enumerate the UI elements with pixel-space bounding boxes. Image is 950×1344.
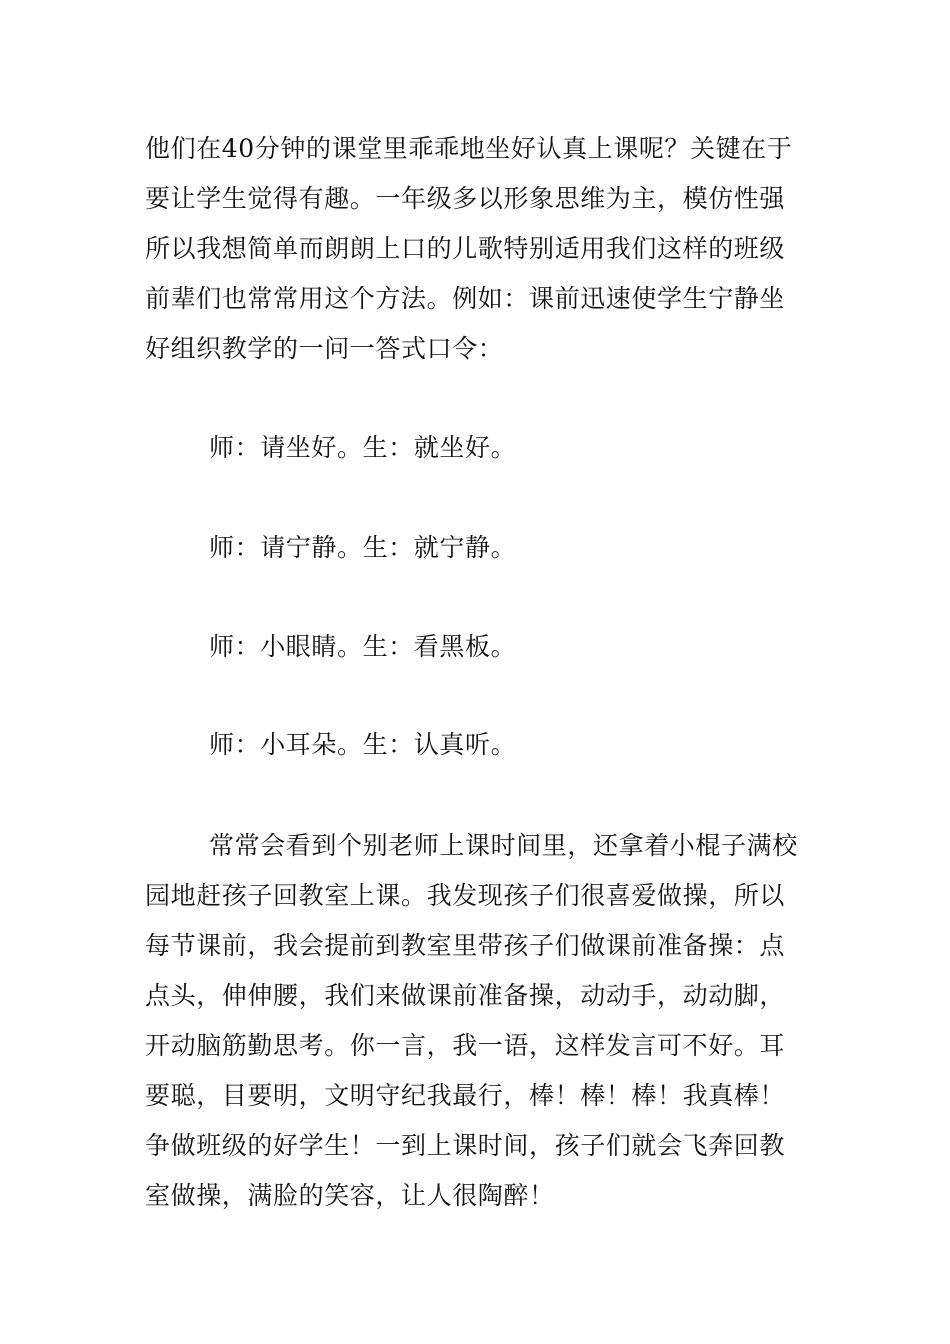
paragraph-intro [145, 124, 815, 374]
paragraph-line: 他们在40分钟的课堂里乖乖地坐好认真上课呢？关键在于 [145, 134, 793, 163]
dialogue-line: 师：小眼睛。生：看黑板。 [209, 632, 517, 661]
dialogue-line: 师：请宁静。生：就宁静。 [209, 533, 517, 562]
paragraph-line: 每节课前，我会提前到教室里带孩子们做课前准备操：点 [145, 931, 786, 960]
paragraph-line: 前辈们也常常用这个方法。例如：课前迅速使学生宁静坐 [145, 284, 786, 313]
paragraph-line: 好组织教学的一问一答式口令： [145, 334, 504, 363]
paragraph-line: 室做操，满脸的笑容，让人很陶醉！ [145, 1181, 555, 1210]
paragraph-line: 园地赶孩子回教室上课。我发现孩子们很喜爱做操，所以 [145, 881, 786, 910]
paragraph-exercise [145, 821, 815, 1221]
paragraph-line: 所以我想简单而朗朗上口的儿歌特别适用我们这样的班级 [145, 234, 786, 263]
paragraph-line: 常常会看到个别老师上课时间里，还拿着小棍子满校 [209, 831, 798, 860]
paragraph-line: 要让学生觉得有趣。一年级多以形象思维为主，模仿性强 [145, 184, 786, 213]
paragraph-line: 开动脑筋勤思考。你一言，我一语，这样发言可不好。耳 [145, 1031, 786, 1060]
dialogue-line: 师：小耳朵。生：认真听。 [209, 730, 517, 759]
dialogue-line: 师：请坐好。生：就坐好。 [209, 433, 517, 462]
paragraph-line: 点头，伸伸腰，我们来做课前准备操，动动手，动动脚， [145, 981, 786, 1010]
paragraph-line: 争做班级的好学生！一到上课时间，孩子们就会飞奔回教 [145, 1131, 786, 1160]
paragraph-line: 要聪，目要明，文明守纪我最行，棒！棒！棒！我真棒！ [145, 1081, 786, 1110]
